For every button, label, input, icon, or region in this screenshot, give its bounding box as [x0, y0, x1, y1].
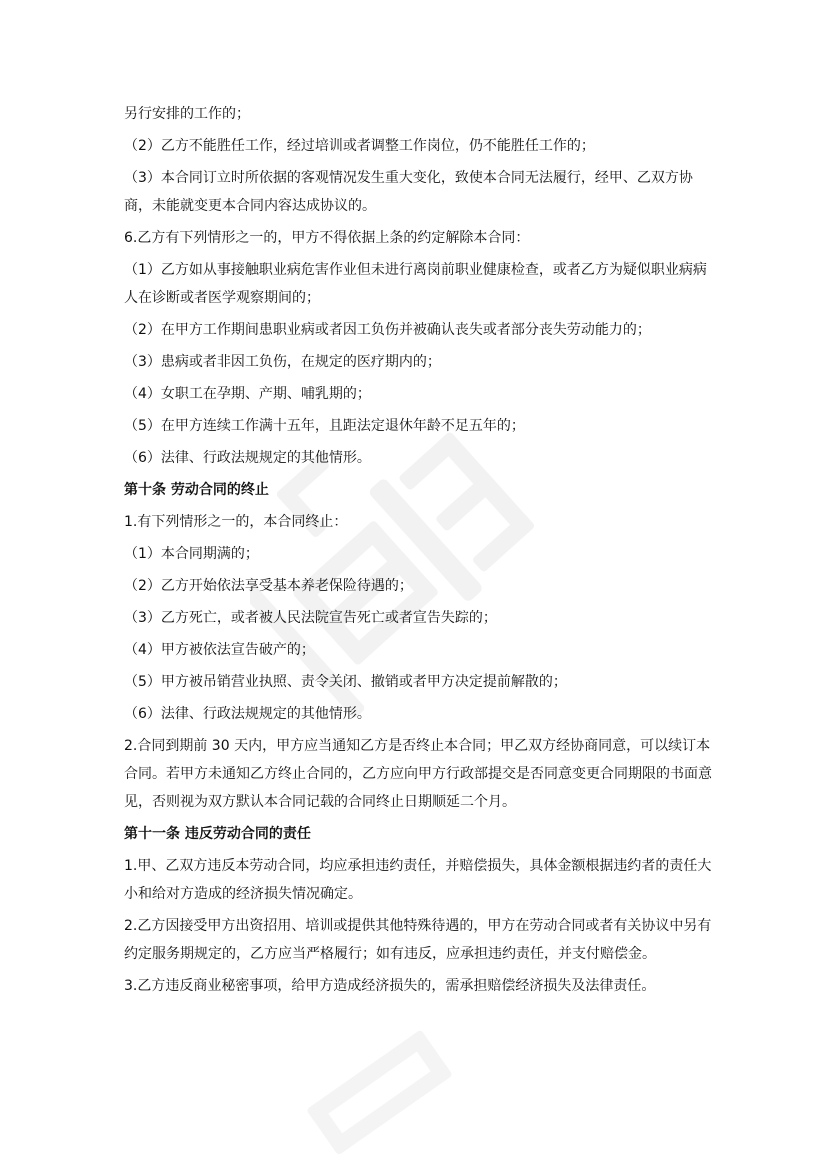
paragraph-7: （3）患病或者非因工负伤，在规定的医疗期内的； [124, 354, 441, 370]
paragraph-10: （6）法律、行政法规规定的其他情形。 [124, 450, 371, 466]
paragraph-21: 1.甲、乙双方违反本劳动合同，均应承担违约责任，并赔偿损失，具体金额根据违约者的责任大小和给对方造成的经济损失情况确定。 [124, 858, 712, 902]
paragraph-23: 3.乙方违反商业秘密事项，给甲方造成经济损失的，需承担赔偿经济损失及法律责任。 [124, 978, 656, 994]
paragraph-5: （1）乙方如从事接触职业病危害作业但未进行离岗前职业健康检查，或者乙方为疑似职业病病人在诊断或者医学观察期间的； [124, 262, 707, 306]
document-body [124, 100, 714, 1000]
paragraph-22: 2.乙方因接受甲方出资招用、培训或提供其他特殊待遇的，甲方在劳动合同或者有关协议中另有约定服务期规定的，乙方应当严格履行；如有违反，应承担违约责任，并支付赔偿金。 [124, 918, 712, 962]
paragraph-15: （3）乙方死亡，或者被人民法院宣告死亡或者宣告失踪的； [124, 610, 497, 626]
paragraph-14: （2）乙方开始依法享受基本养老保险待遇的； [124, 578, 413, 594]
paragraph-6: （2）在甲方工作期间患职业病或者因工负伤并被确认丧失或者部分丧失劳动能力的； [124, 322, 651, 338]
watermark-graphic-bottom [275, 1010, 505, 1170]
paragraph-12: 1.有下列情形之一的，本合同终止： [124, 514, 348, 530]
paragraph-2: （2）乙方不能胜任工作，经过培训或者调整工作岗位，仍不能胜任工作的； [124, 138, 595, 154]
paragraph-16: （4）甲方被依法宣告破产的； [124, 642, 315, 658]
paragraph-19: 2.合同到期前 30 天内，甲方应当通知乙方是否终止本合同；甲乙双方经协商同意，可以续订本合同。若甲方未通知乙方终止合同的，乙方应向甲方行政部提交是否同意变更合同期限的书面意见，否则视为双方默认本合同记载的合同终止日期顺延二个月。 [124, 738, 712, 810]
paragraph-8: （4）女职工在孕期、产期、哺乳期的； [124, 386, 371, 402]
paragraph-17: （5）甲方被吊销营业执照、责令关闭、撤销或者甲方决定提前解散的； [124, 674, 567, 690]
section-heading-11: 第十一条 违反劳动合同的责任 [124, 826, 311, 842]
paragraph-1: 另行安排的工作的； [124, 106, 250, 122]
paragraph-4: 6.乙方有下列情形之一的，甲方不得依据上条的约定解除本合同： [124, 230, 530, 246]
section-heading-10: 第十条 劳动合同的终止 [124, 482, 269, 498]
paragraph-9: （5）在甲方连续工作满十五年，且距法定退休年龄不足五年的； [124, 418, 525, 434]
paragraph-18: （6）法律、行政法规规定的其他情形。 [124, 706, 371, 722]
paragraph-13: （1）本合同期满的； [124, 546, 259, 562]
paragraph-3: （3）本合同订立时所依据的客观情况发生重大变化，致使本合同无法履行，经甲、乙双方协商，未能就变更本合同内容达成协议的。 [124, 170, 693, 214]
